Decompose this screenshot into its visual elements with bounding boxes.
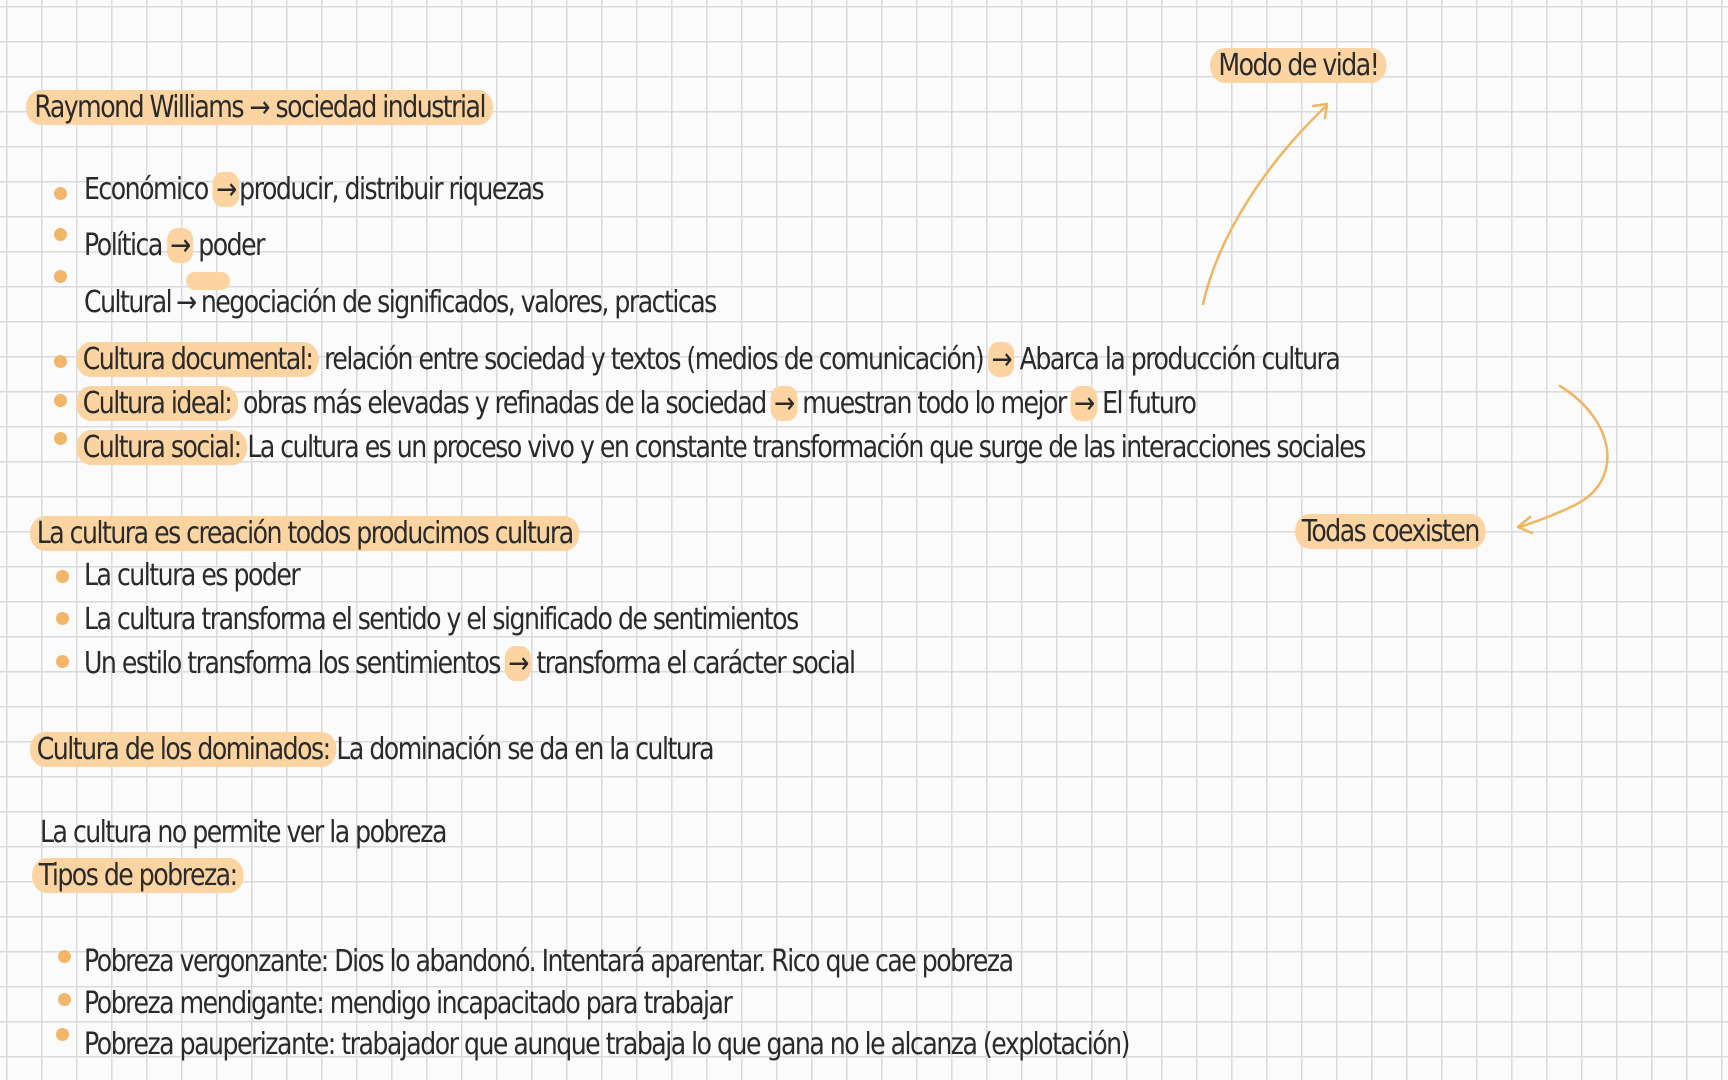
- modo-de-vida-label: Modo de vida!: [1210, 46, 1387, 86]
- term-politica: Política: [84, 228, 162, 263]
- desc-economico: producir, distribuir riquezas: [239, 172, 544, 207]
- term-cultura-ideal: Cultura ideal:: [76, 386, 238, 421]
- list-item-politica: [84, 226, 264, 266]
- list-item-cultura-ideal: [76, 384, 1195, 424]
- bullet-icon: [58, 950, 71, 963]
- pobreza-heading: Tipos de pobreza:: [32, 856, 243, 896]
- term-cultura-documental: Cultura documental:: [76, 342, 319, 377]
- list-item-pobreza-2: Pobreza mendigante: mendigo incapacitado para trabajar: [84, 986, 732, 1021]
- arrow-to-todas-coexisten: [1520, 386, 1607, 527]
- bullet-icon: [54, 394, 67, 407]
- desc-cultura-ideal: obras más elevadas y refinadas de la sociedad: [242, 386, 766, 421]
- arrow-to-modo-de-vida-head: [1313, 104, 1327, 118]
- arrow-icon: →: [771, 386, 797, 421]
- todas-coexisten-label: Todas coexisten: [1295, 512, 1486, 552]
- mid-cultura-ideal: muestran todo lo mejor: [802, 386, 1066, 421]
- term-dominados: Cultura de los dominados:: [30, 732, 336, 767]
- arrow-icon: →: [988, 342, 1014, 377]
- list-item-creacion-2: La cultura transforma el sentido y el significado de sentimientos: [84, 602, 798, 637]
- arrow-to-todas-coexisten-head: [1518, 517, 1532, 533]
- pobreza-intro: La cultura no permite ver la pobreza: [40, 815, 446, 850]
- arrow-icon: →: [176, 285, 196, 320]
- page-title: Raymond Williams → sociedad industrial: [26, 88, 493, 128]
- bullet-icon: [54, 228, 67, 241]
- list-item-cultura-social: [76, 428, 1365, 468]
- arrow-icon: →: [1071, 386, 1097, 421]
- bullet-icon: [58, 993, 71, 1006]
- term-cultural: Cultural: [84, 285, 172, 320]
- desc-cultura-social: La cultura es un proceso vivo y en constante transformación que surge de las interacciones sociales: [247, 430, 1365, 465]
- desc-dominados: La dominación se da en la cultura: [336, 732, 714, 767]
- list-item-cultural: [84, 283, 716, 323]
- desc-cultura-documental: relación entre sociedad y textos (medios de comunicación): [324, 342, 984, 377]
- bullet-icon: [56, 655, 69, 668]
- extra-cultura-ideal: El futuro: [1102, 386, 1196, 421]
- list-item-cultura-documental: [76, 340, 1339, 380]
- term-cultura-social: Cultura social:: [76, 430, 247, 465]
- dominados-line: [30, 730, 713, 770]
- section-heading-creacion: La cultura es creación todos producimos cultura: [30, 514, 579, 554]
- arrow-to-modo-de-vida: [1203, 107, 1325, 304]
- bullet-icon: [56, 1028, 69, 1041]
- arrow-icon: →: [505, 646, 531, 681]
- bullet-icon: [54, 432, 67, 445]
- desc-cultural: negociación de significados, valores, practicas: [200, 285, 716, 320]
- list-item-creacion-1: La cultura es poder: [84, 558, 300, 593]
- list-item-pobreza-3: Pobreza pauperizante: trabajador que aunque trabaja lo que gana no le alcanza (explotación): [84, 1027, 1129, 1062]
- bullet-icon: [54, 187, 67, 200]
- arrow-icon: →: [167, 228, 193, 263]
- bullet-icon: [56, 612, 69, 625]
- list-item-pobreza-1: Pobreza vergonzante: Dios lo abandonó. Intentará aparentar. Rico que cae pobreza: [84, 944, 1013, 979]
- list-item-economico: [84, 170, 543, 210]
- term-economico: Económico: [84, 172, 208, 207]
- bullet-icon: [54, 355, 67, 368]
- extra-cultura-documental: Abarca la producción cultura: [1019, 342, 1340, 377]
- arrow-icon: →: [213, 172, 239, 207]
- bullet-icon: [56, 570, 69, 583]
- list-item-creacion-3: Un estilo transforma los sentimientos → transforma el carácter social: [84, 646, 855, 681]
- bullet-icon: [54, 270, 67, 283]
- desc-politica: poder: [198, 228, 264, 263]
